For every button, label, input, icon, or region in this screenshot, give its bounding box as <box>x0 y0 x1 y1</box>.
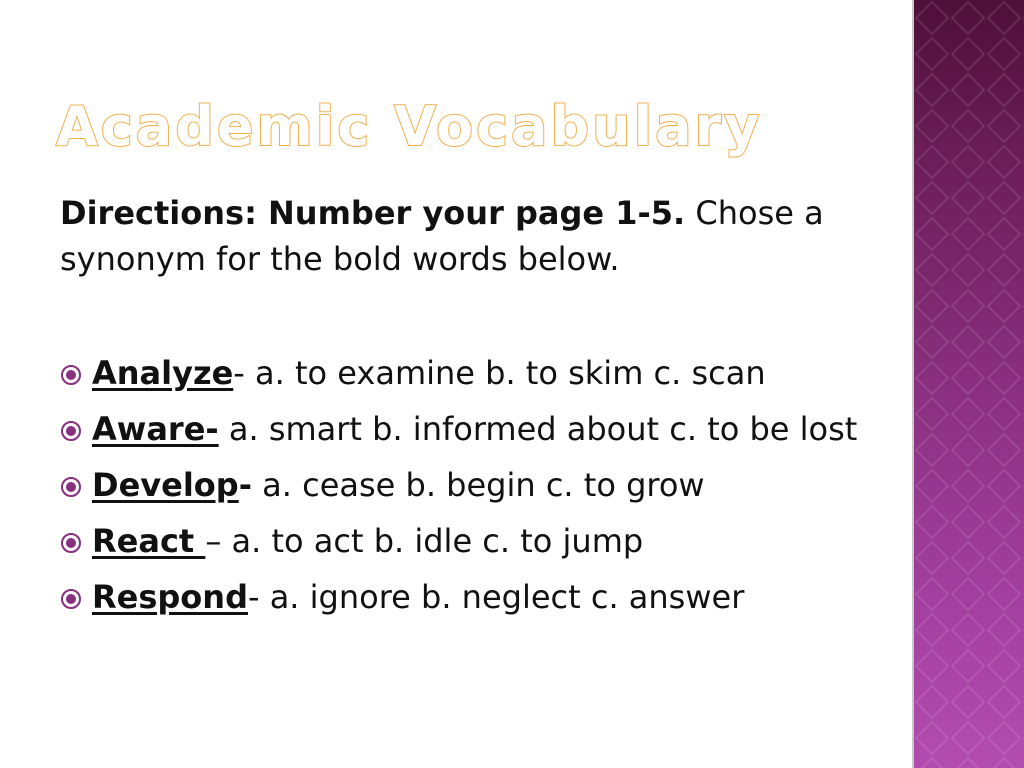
vocab-options: a. cease b. begin c. to grow <box>251 466 705 504</box>
vocab-separator: - <box>233 354 245 392</box>
circled-dot-icon <box>60 588 82 610</box>
list-item <box>60 406 880 452</box>
circled-dot-icon <box>60 476 82 498</box>
vocabulary-list <box>60 350 880 630</box>
vocab-options: a. smart b. informed about c. to be lost <box>218 410 858 448</box>
vocab-word: React <box>92 522 206 560</box>
diamond-pattern <box>914 0 1024 768</box>
decorative-side-band <box>912 0 1024 768</box>
vocab-options: a. ignore b. neglect c. answer <box>259 578 745 616</box>
vocab-word: Analyze <box>92 354 234 392</box>
list-item <box>60 574 880 620</box>
list-item <box>60 350 880 396</box>
vocab-separator: - <box>238 466 252 504</box>
circled-dot-icon <box>60 364 82 386</box>
slide-title: Academic Vocabulary <box>56 95 763 158</box>
circled-dot-icon <box>60 420 82 442</box>
vocab-options: – a. to act b. idle c. to jump <box>205 522 644 560</box>
list-item <box>60 518 880 564</box>
vocab-separator: - <box>247 578 260 616</box>
vocab-word: Aware- <box>92 410 219 448</box>
directions-rest: Chose a synonym for the bold words below. <box>60 194 824 278</box>
list-item <box>60 462 880 508</box>
directions-bold: Directions: Number your page 1-5. <box>60 194 686 232</box>
directions-text <box>60 190 860 282</box>
vocab-word: Respond <box>92 578 248 616</box>
circled-dot-icon <box>60 532 82 554</box>
vocab-options: a. to examine b. to skim c. scan <box>244 354 766 392</box>
vocab-word: Develop <box>92 466 239 504</box>
